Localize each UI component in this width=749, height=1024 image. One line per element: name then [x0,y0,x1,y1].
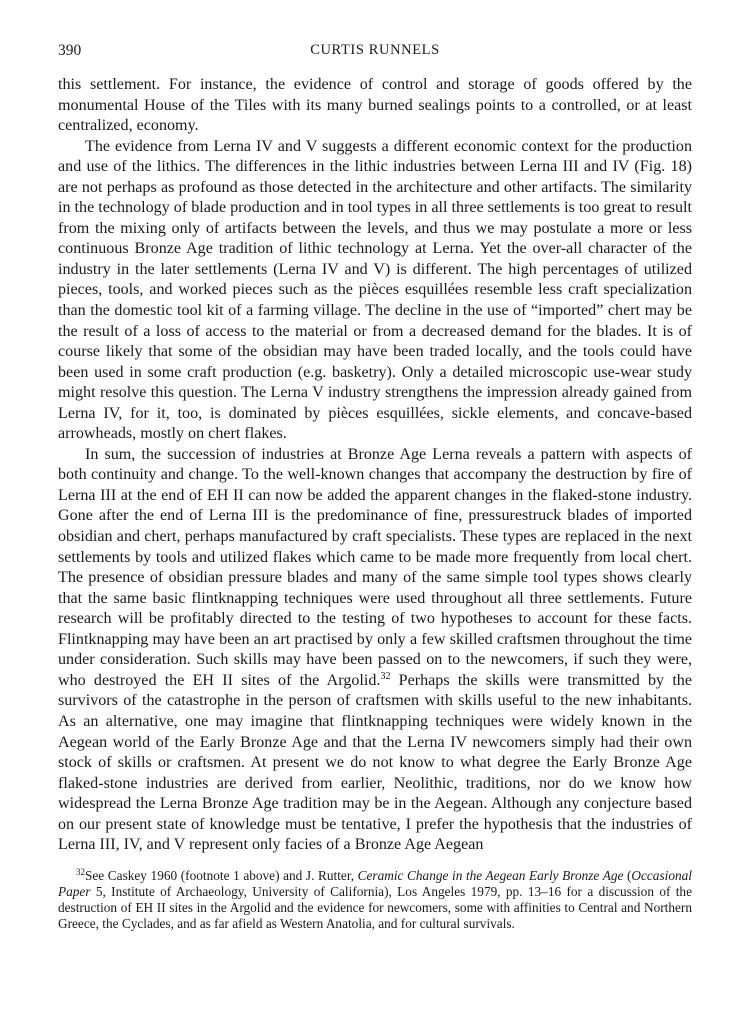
paragraph-2: The evidence from Lerna IV and V suggests a different economic context for the production and use of the lithics. The differences in the lithic industries between Lerna III and IV (Fig. 18) are not perhaps as profound as those detected in the architecture and other artifacts. The similarity in the technology of blade production and in tool types in all three settlements is too great to result from the mixing only of artifacts between the levels, and thus we may postulate a more or less continuous Bronze Age tradition of lithic technology at Lerna. Yet the over-all character of the industry in the later settlements (Lerna IV and V) is different. The high percentages of utilized pieces, tools, and worked pieces such as the pièces esquillées resemble less craft specialization than the domestic tool kit of a farming village. The decline in the use of “imported” chert may be the result of a loss of access to the material or from a decreased demand for the blades. It is of course likely that some of the obsidian may have been traded locally, and the tools could have been used in some craft production (e.g. basketry). Only a detailed microscopic use-wear study might resolve this question. The Lerna V industry strengthens the impression already gained from Lerna IV, for it, too, is dominated by pièces esquillées, sickle elements, and concave-based arrowheads, mostly on chert flakes. [58,137,692,443]
footnote-title-1: Ceramic Change in the Aegean Early Bronze Age [357,867,624,883]
footnote-text-1: See Caskey 1960 (footnote 1 above) and J. Rutter, [85,867,358,883]
page-header [58,38,692,68]
footnote-ref-32[interactable]: 32 [380,670,391,682]
paragraph-3-text-a: In sum, the succession of industries at Bronze Age Lerna reveals a pattern with aspects of both continuity and change. To the well-known changes that accompany the destruction by fire of Lerna III at the end of EH II can now be added the apparent changes in the flaked-stone industry. Gone after the end of Lerna III is the predominance of fine, pressurestruck blades of imported obsidian and chert, perhaps manufactured by craft specialists. These types are replaced in the next settlements by tools and utilized flakes which came to be made more frequently from local chert. The presence of obsidian pressure blades and many of the same simple tool types shows clearly that the same basic flintknapping techniques were used throughout all three settlements. Future research will be profitably directed to the testing of two hypotheses to account for these facts. Flintknapping may have been an art practised by only a few skilled craftsmen throughout the time under consideration. Such skills may have been passed on to the newcomers, if such they were, who destroyed the EH II sites of the Argolid. [58,445,692,689]
running-head: CURTIS RUNNELS [310,42,440,58]
footnote-32 [58,868,692,933]
paragraph-3 [58,445,692,856]
footnote-text-3: 5, Institute of Archaeology, University of California), Los Angeles 1979, pp. 13–16 for a discussion of the destruction of EH II sites in the Argolid and the evidence for newcomers, some with affinities to Central and Northern Greece, the Cyclades, and as far afield as Western Anatolia, and for cultural survivals. [58,883,692,932]
footnote-title-2: Occasional Paper [58,867,692,899]
footnotes [58,868,692,933]
body-text [58,75,692,856]
footnote-number: 32 [76,866,85,877]
paragraph-1: this settlement. For instance, the evidence of control and storage of goods offered by the monumental House of the Tiles with its many burned sealings points to a controlled, or at least centralized, economy. [58,76,692,135]
page-number: 390 [58,42,82,59]
paragraph-3-text-b: Perhaps the skills were transmitted by the survivors of the catastrophe in the person of craftsmen with skills useful to the new inhabitants. As an alternative, one may imagine that flintknapping techniques were widely known in the Aegean world of the Early Bronze Age and that the Lerna IV newcomers simply had their own stock of skills or craftsmen. At present we do not know to what degree the Early Bronze Age flaked-stone industries are derived from earlier, Neolithic, traditions, nor do we know how widespread the Lerna Bronze Age tradition may be in the Aegean. Although any conjecture based on our present state of knowledge must be tentative, I prefer the hypothesis that the industries of Lerna III, IV, and V represent only facies of a Bronze Age Aegean [58,671,692,854]
footnote-text-2: ( [623,867,632,883]
